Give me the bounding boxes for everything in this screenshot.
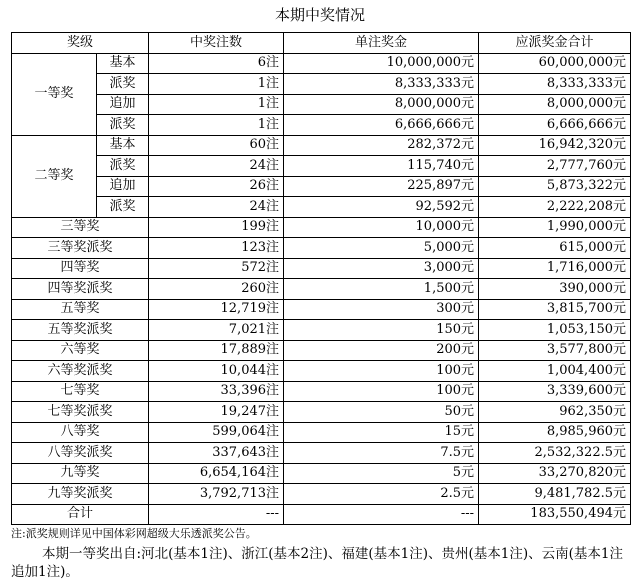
sub-cell: 追加 [97, 176, 149, 197]
grade-cell: 八等奖 [12, 422, 149, 443]
unit-cell: 8,333,333元 [284, 74, 479, 95]
grade-cell: 七等奖 [12, 381, 149, 402]
grade-cell: 七等奖派奖 [12, 402, 149, 423]
count-cell: 24注 [149, 156, 284, 177]
total-cell: 962,350元 [479, 402, 631, 423]
table-row [12, 94, 631, 115]
table-row [12, 361, 631, 382]
grade-cell: 八等奖派奖 [12, 443, 149, 464]
sub-cell: 基本 [97, 53, 149, 74]
unit-cell: 282,372元 [284, 135, 479, 156]
unit-cell: 50元 [284, 402, 479, 423]
unit-cell: 2.5元 [284, 484, 479, 505]
count-cell: 17,889注 [149, 340, 284, 361]
table-row [12, 279, 631, 300]
count-cell: 199注 [149, 217, 284, 238]
total-cell: 2,777,760元 [479, 156, 631, 177]
table-row [12, 176, 631, 197]
sum-row [12, 504, 631, 525]
table-row [12, 402, 631, 423]
unit-cell: 3,000元 [284, 258, 479, 279]
grade-cell: 三等奖派奖 [12, 238, 149, 259]
count-cell: 6,654,164注 [149, 463, 284, 484]
count-cell: 572注 [149, 258, 284, 279]
unit-cell: 6,666,666元 [284, 115, 479, 136]
grade-cell: 二等奖 [12, 135, 97, 217]
table-row [12, 74, 631, 95]
grade-cell: 三等奖 [12, 217, 149, 238]
table-row [12, 340, 631, 361]
total-cell: 33,270,820元 [479, 463, 631, 484]
unit-cell: 1,500元 [284, 279, 479, 300]
grade-cell: 九等奖派奖 [12, 484, 149, 505]
count-cell: 3,792,713注 [149, 484, 284, 505]
count-cell: 6注 [149, 53, 284, 74]
grade-cell: 一等奖 [12, 53, 97, 135]
count-cell: 60注 [149, 135, 284, 156]
count-cell: 337,643注 [149, 443, 284, 464]
total-cell: 1,004,400元 [479, 361, 631, 382]
total-cell: 1,053,150元 [479, 320, 631, 341]
table-row [12, 115, 631, 136]
sub-cell: 派奖 [97, 156, 149, 177]
table-row [12, 258, 631, 279]
table-title: 本期中奖情况 [274, 6, 365, 24]
table-row [12, 320, 631, 341]
total-cell: 6,666,666元 [479, 115, 631, 136]
sub-cell: 派奖 [97, 197, 149, 218]
unit-cell: 8,000,000元 [284, 94, 479, 115]
sum-label: 合计 [12, 504, 149, 525]
count-cell: 1注 [149, 74, 284, 95]
count-cell: 599,064注 [149, 422, 284, 443]
unit-cell: 92,592元 [284, 197, 479, 218]
sub-cell: 基本 [97, 135, 149, 156]
table-row [12, 197, 631, 218]
unit-cell: 150元 [284, 320, 479, 341]
total-cell: 3,815,700元 [479, 299, 631, 320]
unit-cell: 5,000元 [284, 238, 479, 259]
table-row [12, 135, 631, 156]
count-cell: 260注 [149, 279, 284, 300]
total-cell: 2,222,208元 [479, 197, 631, 218]
count-cell: 1注 [149, 94, 284, 115]
unit-cell: 100元 [284, 361, 479, 382]
sub-cell: 派奖 [97, 115, 149, 136]
sum-total: 183,550,494元 [479, 504, 631, 525]
total-cell: 615,000元 [479, 238, 631, 259]
sub-cell: 派奖 [97, 74, 149, 95]
unit-cell: 10,000元 [284, 217, 479, 238]
table-row [12, 156, 631, 177]
total-cell: 2,532,322.5元 [479, 443, 631, 464]
total-cell: 1,716,000元 [479, 258, 631, 279]
header-grade: 奖级 [12, 33, 149, 54]
count-cell: 24注 [149, 197, 284, 218]
count-cell: 12,719注 [149, 299, 284, 320]
unit-cell: 115,740元 [284, 156, 479, 177]
unit-cell: 225,897元 [284, 176, 479, 197]
unit-cell: 300元 [284, 299, 479, 320]
count-cell: 33,396注 [149, 381, 284, 402]
table-row [12, 53, 631, 74]
table-row [12, 238, 631, 259]
total-cell: 9,481,782.5元 [479, 484, 631, 505]
total-cell: 8,985,960元 [479, 422, 631, 443]
grade-cell: 四等奖派奖 [12, 279, 149, 300]
header-row [12, 33, 631, 54]
header-unit: 单注奖金 [284, 33, 479, 54]
table-row [12, 299, 631, 320]
sum-unit: --- [284, 504, 479, 525]
unit-cell: 200元 [284, 340, 479, 361]
total-cell: 60,000,000元 [479, 53, 631, 74]
count-cell: 1注 [149, 115, 284, 136]
count-cell: 26注 [149, 176, 284, 197]
grade-cell: 五等奖派奖 [12, 320, 149, 341]
table-row [12, 422, 631, 443]
grade-cell: 六等奖派奖 [12, 361, 149, 382]
table-row [12, 381, 631, 402]
sum-count: --- [149, 504, 284, 525]
total-cell: 8,000,000元 [479, 94, 631, 115]
sub-cell: 追加 [97, 94, 149, 115]
count-cell: 19,247注 [149, 402, 284, 423]
grade-cell: 六等奖 [12, 340, 149, 361]
unit-cell: 100元 [284, 381, 479, 402]
total-cell: 16,942,320元 [479, 135, 631, 156]
count-cell: 123注 [149, 238, 284, 259]
total-cell: 5,873,322元 [479, 176, 631, 197]
winner-origin: 本期一等奖出自:河北(基本1注)、浙江(基本2注)、福建(基本1注)、贵州(基本1注)、云南(基本1注 追加1注)。 [11, 546, 623, 580]
grade-cell: 五等奖 [12, 299, 149, 320]
total-cell: 8,333,333元 [479, 74, 631, 95]
footnote: 注:派奖规则详见中国体彩网超级大乐透派奖公告。 [11, 527, 257, 540]
grade-cell: 四等奖 [12, 258, 149, 279]
header-count: 中奖注数 [149, 33, 284, 54]
table-row [12, 217, 631, 238]
grade-cell: 九等奖 [12, 463, 149, 484]
total-cell: 3,339,600元 [479, 381, 631, 402]
table-row [12, 463, 631, 484]
unit-cell: 7.5元 [284, 443, 479, 464]
table-row [12, 484, 631, 505]
total-cell: 1,990,000元 [479, 217, 631, 238]
total-cell: 390,000元 [479, 279, 631, 300]
count-cell: 7,021注 [149, 320, 284, 341]
unit-cell: 10,000,000元 [284, 53, 479, 74]
header-total: 应派奖金合计 [479, 33, 631, 54]
unit-cell: 5元 [284, 463, 479, 484]
table-row [12, 443, 631, 464]
unit-cell: 15元 [284, 422, 479, 443]
total-cell: 3,577,800元 [479, 340, 631, 361]
simple-rows [12, 217, 631, 504]
prize-table [11, 32, 631, 525]
count-cell: 10,044注 [149, 361, 284, 382]
